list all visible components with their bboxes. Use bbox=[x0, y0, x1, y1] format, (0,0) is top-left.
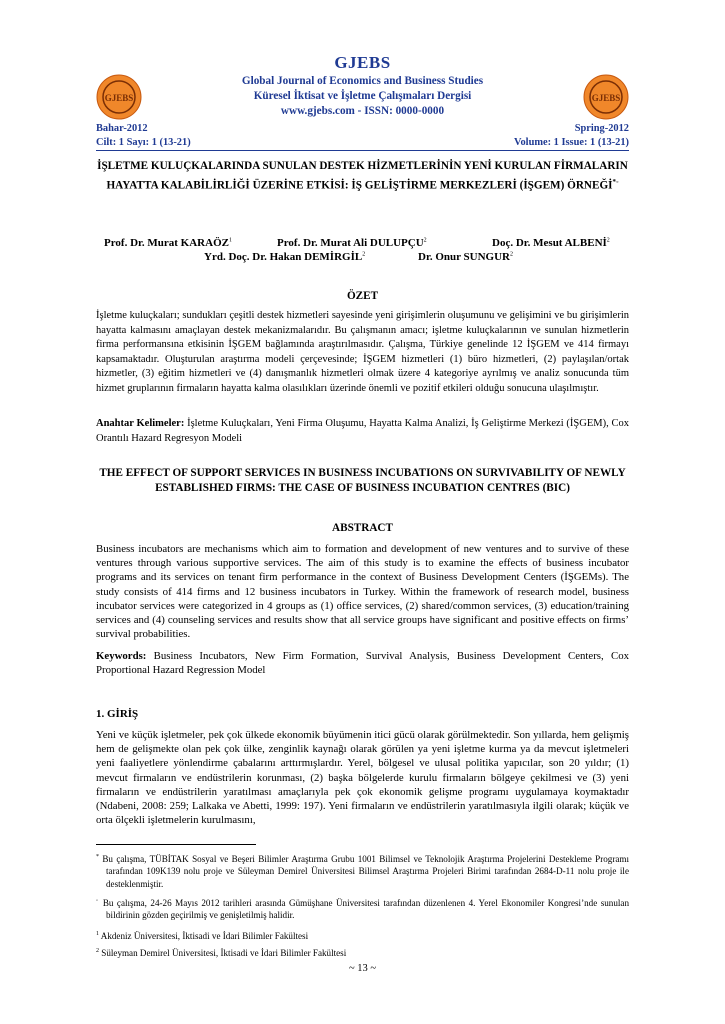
footnote-2: $^2$ Süleyman Demirel Üniversitesi, İktisadi ve İdari Bilimler Fakültesi bbox=[96, 948, 347, 959]
journal-name-tr: Küresel İktisat ve İşletme Çalışmaları Dergisi bbox=[253, 90, 472, 102]
footnote-star: * Bu çalışma, TÜBİTAK Sosyal ve Beşeri Bilimler Araştırma Grubu 1001 Bilimsel ve Teknolojik Araştırma Projelerini Destekleme Programı tarafından 109K139 nolu proje ve Süleyman Demirel Üniversitesi Bilimsel Araştırma Projeleri Birimi tarafından 2684-D-11 nolu proje ile desteklenmiştir. bbox=[96, 854, 629, 889]
author-karaoz: Prof. Dr. Murat KARAÖZ$^1$ bbox=[104, 237, 232, 249]
keywords-tr-list: İşletme Kuluçkaları, Yeni Firma Oluşumu, Hayatta Kalma Analizi, İş Geliştirme Merkezi (İŞGEM), Cox Orantılı Hazard Regresyon Modeli bbox=[96, 418, 629, 444]
article-title-en: THE EFFECT OF SUPPORT SERVICES IN BUSINESS INCUBATIONS ON SURVIVABILITY OF NEWLY ESTABLISHED FIRMS: THE CASE OF BUSINESS INCUBATION CENTRES (BIC) bbox=[99, 467, 626, 494]
article-title-tr bbox=[96, 159, 629, 194]
journal-web-issn[interactable]: www.gjebs.com - ISSN: 0000-0000 bbox=[280, 105, 445, 117]
title-marks: *◦ bbox=[612, 177, 619, 186]
footnote-1: $^1$ Akdeniz Üniversitesi, İktisadi ve İdari Bilimler Fakültesi bbox=[96, 931, 309, 942]
keywords-tr bbox=[96, 417, 629, 446]
author-dulupcu: Prof. Dr. Murat Ali DULUPÇU$^2$ bbox=[277, 237, 427, 249]
ozet-heading: ÖZET bbox=[346, 290, 379, 302]
author-albeni: Doç. Dr. Mesut ALBENİ$^2$ bbox=[492, 237, 610, 249]
logo-lettering: GJEBS bbox=[591, 93, 621, 103]
ozet-text: İşletme kuluçkaları; sundukları çeşitli destek hizmetleri sayesinde yeni girişimlerin oluşumunu ve gelişimini ve bu girişimlerin hayatta kalmasını amaçlayan destek mekanizmalarıdır. Bu çalışmanın amacı; işletme kuluçkalarının ve sunulan hizmetlerin firma performansına etkisinin İŞGEM bağlamında araştırılmasıdır. Çalışma, Türkiye genelinde 12 İŞGEM ve 414 firmayı kapsamaktadır. Oluşturulan araştırma modeli çerçevesinde; İŞGEM hizmetleri (1) büro hizmetleri, (2) paylaşılan/ortak hizmetler, (3) eğitim hizmetleri ve (4) danışmanlık hizmetleri olmak üzere 4 kategoriye ayrılmış ve analiz sonucunda tüm hizmet gruplarının firmaların hayatta kalma olasılıkları üzerinde önemli ve pozitif etkileri olduğu sonucuna ulaşılmıştır. bbox=[96, 310, 629, 394]
author-demirgil: Yrd. Doç. Dr. Hakan DEMİRGİL$^2$ bbox=[204, 251, 366, 263]
journal-logo-right bbox=[583, 74, 629, 120]
footnote-rule bbox=[96, 844, 256, 845]
author-row-2 bbox=[96, 251, 629, 265]
keywords-en-list: Business Incubators, New Firm Formation, Survival Analysis, Business Development Centers, Cox Proportional Hazard Regression Model bbox=[96, 650, 629, 677]
season-tr: Bahar-2012 bbox=[96, 123, 148, 134]
section1-heading: 1. GİRİŞ bbox=[96, 708, 139, 720]
issue-en: Volume: 1 Issue: 1 (13-21) bbox=[513, 137, 629, 148]
keywords-en-label: Keywords: bbox=[96, 650, 147, 662]
logo-lettering: GJEBS bbox=[104, 93, 134, 103]
keywords-en bbox=[96, 649, 629, 677]
issue-tr: Cilt: 1 Sayı: 1 (13-21) bbox=[96, 137, 191, 148]
journal-name-en: Global Journal of Economics and Business Studies bbox=[241, 75, 484, 87]
issue-row-volume bbox=[96, 137, 629, 151]
author-sungur: Dr. Onur SUNGUR$^2$ bbox=[418, 251, 513, 263]
abstract-heading: ABSTRACT bbox=[332, 522, 393, 534]
abstract-text: Business incubators are mechanisms which aim to formation and development of new ventures and to survive of these ventures through various supportive services. The aim of this study is to examine the effects of business incubator programs and its services on tenant firm performance in the context of Business Development Centers (İŞGEMs). The study consists of 414 firms and 12 business incubators in Turkey. Within the framework of research model, business incubator services were categorized in 4 groups as (1) office services, (2) shared/common services, (3) education/training services and (4) counseling services and results show that all service groups have significant and positive effects on firms’ survival probabilities. bbox=[96, 543, 629, 641]
issue-row-season bbox=[96, 123, 629, 137]
journal-masthead bbox=[150, 52, 575, 119]
keywords-tr-label: Anahtar Kelimeler: bbox=[96, 418, 185, 429]
title-tr-text: İŞLETME KULUÇKALARINDA SUNULAN DESTEK HİZMETLERİNİN YENİ KURULAN FİRMALARIN HAYATTA KALABİLİRLİĞİ ÜZERİNE ETKİSİ: İŞ GELİŞTİRME MERKEZLERİ (İŞGEM) ÖRNEĞİ bbox=[97, 160, 628, 192]
journal-logo-left bbox=[96, 74, 142, 120]
page-number: ~ 13 ~ bbox=[348, 963, 377, 974]
author-row-1 bbox=[96, 237, 629, 251]
section1-text: Yeni ve küçük işletmeler, pek çok ülkede ekonomik büyümenin itici gücü olarak görülmektedir. Son yıllarda, hem gelişmiş hem de gelişmekte olan pek çok ülke, zenginlik kaynağı olarak görülen ya yeni işletme kurma ya da mevcut işletmeleri yeni faaliyetlere yönlendirme çabalarını arttırmışlardır. Yerel, bölgesel ve ulusal politika yapıcılar, son 20 yıldır; (1) mevcut firmaların ve endüstrilerin korunması, (2) başka bölgelerde kurulu firmaların bölgeye çekilmesi ve (3) yeni firmaların ve endüstrilerin yaratılması amaçlarıyla pek çok ekonomik gelişme programı uygulamaya koymaktadır (Ndabeni, 2008: 259; Lalkaka ve Abetti, 1999: 197). Yeni firmaların ve endüstrilerin yaratılmasıyla ilgili olarak; küçük ve orta ölçekli işletmelerin kurulmasını, bbox=[96, 729, 629, 827]
season-en: Spring-2012 bbox=[574, 123, 629, 134]
footnote-circ: ◦ Bu çalışma, 24-26 Mayıs 2012 tarihleri arasında Gümüşhane Üniversitesi tarafından düzenlenen 4. Yerel Ekonomiler Kongresi’nde sunulan bildirinin gözden geçirilmiş ve genişletilmiş halidir. bbox=[96, 898, 629, 921]
journal-abbr: GJEBS bbox=[334, 53, 391, 72]
header-rule bbox=[96, 150, 629, 151]
